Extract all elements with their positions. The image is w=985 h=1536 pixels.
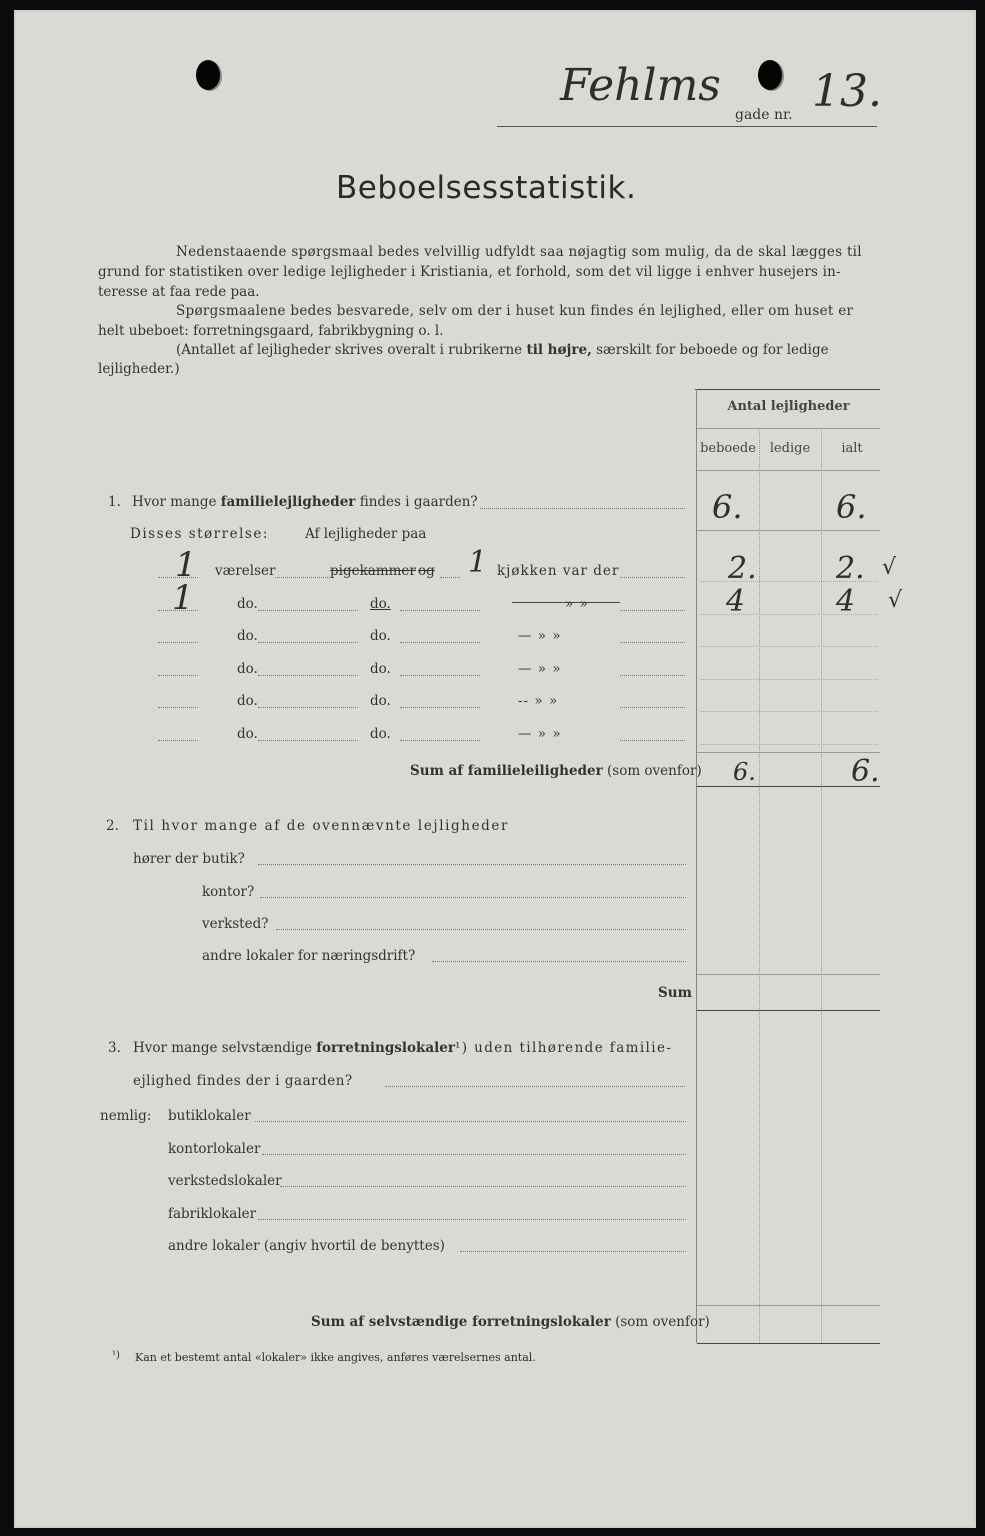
kammer-leader <box>400 740 480 741</box>
col-divider-2 <box>821 430 822 1343</box>
col-divider-1 <box>759 430 760 1343</box>
rooms-count-handwritten: 1 <box>172 577 194 618</box>
intro-line-6 <box>176 340 829 360</box>
q3-text-a: Hvor mange selvstændige <box>133 1040 312 1056</box>
intro-line-1: Nedenstaaende spørgsmaal bedes velvillig udfyldt saa nøjagtig som mulig, da de skal lægges til <box>176 244 862 260</box>
row-beboede-value: 2. <box>728 551 757 586</box>
table-left-rule <box>696 389 697 1343</box>
q2-verksted: verksted? <box>202 916 269 932</box>
rooms-leader <box>158 707 198 708</box>
kammer-label: pigekammer <box>330 563 416 579</box>
col-header-ledige: ledige <box>769 441 811 456</box>
kitchen-label: -- » » <box>518 693 559 709</box>
q1-text <box>132 494 478 510</box>
q3-item-leader <box>255 1121 686 1122</box>
q3-item-leader <box>280 1186 686 1187</box>
rooms-leader <box>158 610 198 611</box>
table-top-rule <box>695 389 880 390</box>
punch-hole-left <box>196 60 220 90</box>
kitchen-label: — » » <box>518 628 562 644</box>
page-title: Beboelsesstatistik. <box>336 170 637 206</box>
kitchen-leader <box>620 707 685 708</box>
q2-butik: hører der butik? <box>133 851 245 867</box>
kammer-label: do. <box>370 693 391 709</box>
intro-line-4: Spørgsmaalene bedes besvarede, selv om der i huset kun findes én lejlighed, eller om huset er <box>176 303 854 319</box>
kitchen-strike-line <box>512 602 620 603</box>
q3-item-label: kontorlokaler <box>168 1140 261 1157</box>
row-ialt-value: 4 <box>836 583 856 619</box>
rooms-leader <box>158 740 198 741</box>
kitchen-count-handwritten: 1 <box>468 545 488 580</box>
kitchen-leader <box>620 740 685 741</box>
rooms-label: do. <box>237 660 258 677</box>
row-cell-dots <box>700 646 878 647</box>
q3-sum-top-rule <box>697 1305 880 1306</box>
kammer-leader <box>400 642 480 643</box>
rooms-label: do. <box>237 628 258 644</box>
q3-sum-label-b: (som ovenfor) <box>615 1314 710 1330</box>
table-subheader-rule <box>697 428 880 429</box>
q3-sum-label <box>311 1314 710 1330</box>
q1-sum-label-b: (som ovenfor) <box>607 763 702 779</box>
q2-verksted-leader <box>276 929 686 930</box>
kitchen-label: — » » <box>518 660 562 677</box>
row-check-mark: √ <box>882 555 897 580</box>
gade-label: gade nr. <box>735 107 793 123</box>
col-header-beboede: beboede <box>700 441 756 456</box>
q3-item-label: fabriklokaler <box>168 1205 257 1222</box>
intro-line-2: grund for statistiken over ledige lejligheder i Kristiania, et forhold, som det vil ligge i enhver husejers in- <box>98 264 841 280</box>
intro-line-3: teresse at faa rede paa. <box>98 284 260 300</box>
row-cell-dots <box>700 744 878 745</box>
kammer-label: do. <box>370 628 391 644</box>
rooms-label-leader <box>258 707 358 708</box>
q3-item-label: verkstedslokaler <box>168 1173 282 1190</box>
rooms-count-handwritten: 1 <box>175 545 197 585</box>
q1-ialt-value: 6. <box>836 488 867 526</box>
og-label: og <box>418 563 435 579</box>
q1-sum-ialt: 6. <box>851 754 880 789</box>
kitchen-leader <box>620 675 685 676</box>
q1-sum-top-rule <box>697 752 880 753</box>
row-beboede-value: 4 <box>726 583 746 619</box>
kitchen-leader <box>620 642 685 643</box>
q2-sum-label: Sum <box>658 985 692 1001</box>
kammer-leader <box>440 577 460 578</box>
rooms-label-leader <box>258 675 358 676</box>
q1-text-a: Hvor mange <box>132 494 217 510</box>
rooms-label-leader <box>258 642 358 643</box>
q3-text-d: ejlighed findes der i gaarden? <box>133 1073 353 1089</box>
rooms-label-leader <box>258 740 358 741</box>
intro-line-6c: særskilt for beboede og for ledige <box>596 342 829 358</box>
col-header-ialt: ialt <box>841 441 863 456</box>
q3-text <box>133 1040 672 1056</box>
q1-sum-beboede: 6. <box>733 758 756 786</box>
q2-andre-leader <box>432 961 686 962</box>
q2-butik-leader <box>258 864 686 865</box>
house-number-handwritten: 13. <box>812 66 882 117</box>
q1-beboede-value: 6. <box>712 488 743 526</box>
intro-line-5: helt ubeboet: forretningsgaard, fabrikbygning o. l. <box>98 323 444 339</box>
q2-kontor-leader <box>260 897 686 898</box>
rooms-leader <box>158 675 198 676</box>
q3-text-c: ¹) uden tilhørende familie- <box>454 1040 673 1056</box>
rooms-label: do. <box>237 693 258 709</box>
q3-number: 3. <box>108 1040 121 1056</box>
rooms-label-leader <box>275 577 330 578</box>
rooms-leader <box>158 642 198 643</box>
kammer-label: do. <box>370 660 391 677</box>
q3-item-leader <box>460 1251 686 1252</box>
q1-text-b: familielejligheder <box>220 494 356 510</box>
row-cell-dots <box>700 711 878 712</box>
intro-line-6a: (Antallet af lejligheder skrives overalt i rubrikerne <box>176 342 523 358</box>
q3-nemlig: nemlig: <box>100 1108 152 1124</box>
kitchen-leader <box>620 577 685 578</box>
q2-text: Til hvor mange af de ovennævnte lejligheder <box>133 818 510 834</box>
q3-item-label: butiklokaler <box>168 1108 251 1124</box>
rooms-label: værelser <box>215 563 276 579</box>
intro-line-6b: til højre, <box>526 342 592 358</box>
q2-andre: andre lokaler for næringsdrift? <box>202 948 416 964</box>
q1-number: 1. <box>108 494 121 510</box>
q1-row-rule <box>697 530 880 531</box>
q3-item-leader <box>258 1219 686 1220</box>
row-cell-dots <box>700 581 878 582</box>
q3-leader <box>385 1086 685 1087</box>
q3-item-leader <box>262 1154 686 1155</box>
q1-text-c: findes i gaarden? <box>359 494 478 510</box>
q3-item-label: andre lokaler (angiv hvortil de benyttes) <box>168 1238 445 1255</box>
kammer-leader <box>400 610 480 611</box>
size-label-2: Af lejligheder paa <box>305 526 427 542</box>
rooms-label: do. <box>237 725 258 742</box>
q2-sum-bottom-rule <box>697 1010 880 1011</box>
row-cell-dots <box>700 614 878 615</box>
footnote-text: Kan et bestemt antal «lokaler» ikke angives, anføres værelsernes antal. <box>135 1351 536 1364</box>
q1-sum-label <box>410 763 702 779</box>
rooms-label-leader <box>258 610 358 611</box>
footnote-mark: ¹) <box>112 1350 120 1361</box>
street-name-handwritten: Fehlms <box>560 60 721 111</box>
kammer-leader <box>400 707 480 708</box>
q3-text-b: forretningslokaler <box>316 1040 455 1056</box>
row-check-mark: √ <box>888 587 903 613</box>
q2-number: 2. <box>106 818 119 834</box>
row-ialt-value: 2. <box>836 551 865 586</box>
kammer-label: do. <box>370 595 391 612</box>
rooms-label: do. <box>237 595 258 612</box>
q1-sum-label-a: Sum af familieleiligheder <box>410 763 603 779</box>
row-cell-dots <box>700 679 878 680</box>
q3-sum-bottom-rule <box>697 1343 880 1344</box>
q2-kontor: kontor? <box>202 884 255 900</box>
intro-line-7: lejligheder.) <box>98 361 180 377</box>
kammer-label: do. <box>370 725 391 742</box>
address-line <box>497 126 877 127</box>
kitchen-label: » » <box>565 595 589 612</box>
table-header-bottom-rule <box>697 470 880 471</box>
kitchen-leader <box>620 610 685 611</box>
kitchen-label: — » » <box>518 725 562 742</box>
q2-sum-top-rule <box>697 974 880 975</box>
size-label: Disses størrelse: <box>130 526 269 542</box>
kammer-leader <box>400 675 480 676</box>
table-group-header: Antal lejligheder <box>727 399 850 414</box>
punch-hole-right <box>758 60 782 90</box>
q1-sum-bottom-rule <box>697 786 880 787</box>
q3-sum-label-a: Sum af selvstændige forretningslokaler <box>311 1314 611 1330</box>
kitchen-label: kjøkken var der <box>497 563 620 579</box>
q1-leader <box>480 508 685 509</box>
